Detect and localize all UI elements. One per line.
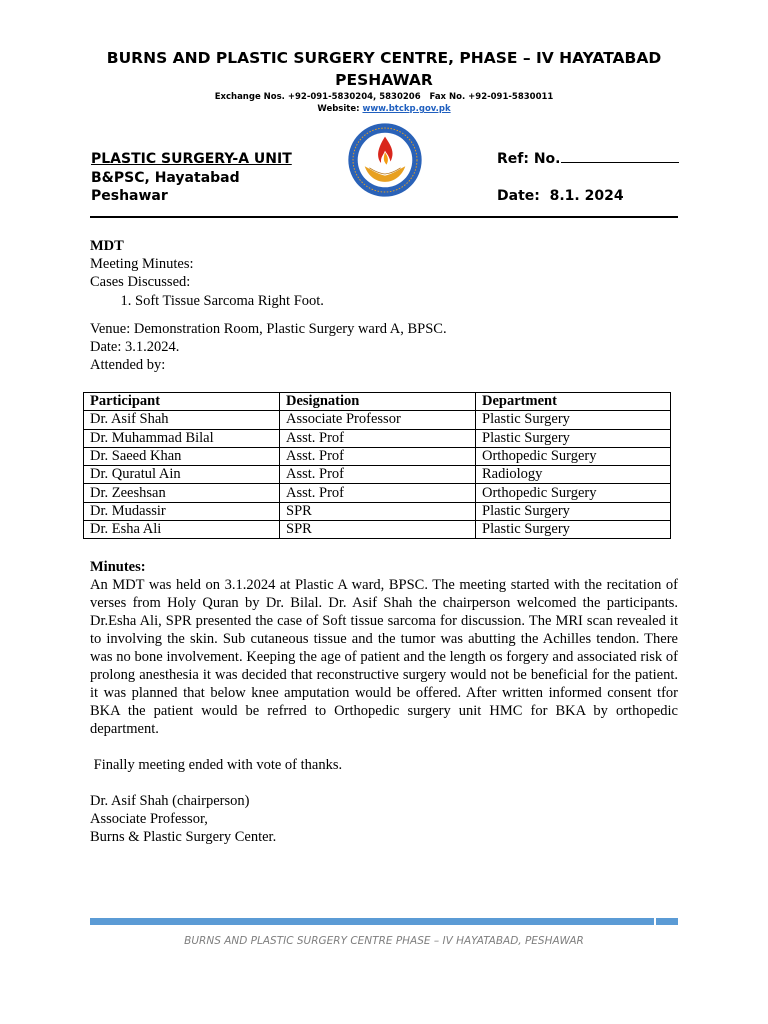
exchange-numbers: +92-091-5830204, 5830206 (287, 92, 421, 102)
header-department: Department (476, 393, 671, 411)
footer-text: BURNS AND PLASTIC SURGERY CENTRE PHASE – IV HAYATABAD, PESHAWAR (184, 935, 584, 947)
footer-bar (90, 918, 678, 925)
unit-line3: Peshawar (91, 188, 168, 204)
department-cell: Plastic Surgery (476, 411, 671, 429)
table-row (84, 484, 671, 502)
ref-label: Ref: No. (497, 151, 561, 167)
department-cell: Orthopedic Surgery (476, 484, 671, 502)
minutes-section (90, 558, 678, 846)
page-header (90, 47, 678, 115)
exchange-label: Exchange Nos. (214, 92, 285, 102)
unit-name: PLASTIC SURGERY-A UNIT (91, 151, 292, 167)
designation-cell: SPR (280, 521, 476, 539)
designation-cell: Asst. Prof (280, 466, 476, 484)
department-cell: Plastic Surgery (476, 429, 671, 447)
minutes-paragraph: An MDT was held on 3.1.2024 at Plastic A ward, BPSC. The meeting started with the recitation of verses from Holy Quran by Dr. Bilal. Dr. Asif Shah the chairperson welcomed the participants. Dr.Esha Ali, SPR presented the case of Soft tissue sarcoma for discussion. The MRI scan revealed it to involving the skin. Sub cutaneous tissue and the tumor was abutting the Achilles tendon. There was no bone involvement. Keeping the age of patient and the length os forgery and associated risk of prolong anesthesia it was decided that reconstructive surgery would not be beneficial for the patient. it was planned that below knee amputation would be offered. After written informed consent tfor BKA the patient would be refrred to Orthopedic surgery unit HMC for BKA by orthopedic department. (90, 577, 678, 737)
participant-cell: Dr. Esha Ali (84, 521, 280, 539)
signatory-institution: Burns & Plastic Surgery Center. (90, 829, 277, 845)
signatory-title: Associate Professor, (90, 811, 208, 827)
ref-number (497, 150, 679, 169)
designation-cell: Asst. Prof (280, 484, 476, 502)
reference-block (497, 150, 679, 206)
header-designation: Designation (280, 393, 476, 411)
org-title-line1: BURNS AND PLASTIC SURGERY CENTRE, PHASE – IV HAYATABAD (106, 49, 662, 67)
table-header-row (84, 393, 671, 411)
participant-cell: Dr. Saeed Khan (84, 447, 280, 465)
minutes-heading: Minutes: (90, 559, 146, 575)
designation-cell: Associate Professor (280, 411, 476, 429)
participant-cell: Dr. Zeeshsan (84, 484, 280, 502)
participant-cell: Dr. Mudassir (84, 502, 280, 520)
mdt-heading: MDT (90, 238, 124, 254)
venue: Venue: Demonstration Room, Plastic Surgery ward A, BPSC. (90, 320, 447, 337)
case-item: 1. Soft Tissue Sarcoma Right Foot. (135, 292, 678, 310)
date-value: 8.1. 2024 (549, 188, 624, 204)
department-cell: Orthopedic Surgery (476, 447, 671, 465)
fax-number: +92-091-5830011 (468, 92, 554, 102)
website-line (90, 103, 678, 115)
footer-bar-end (656, 918, 678, 925)
department-cell: Plastic Surgery (476, 521, 671, 539)
org-title-line2: PESHAWAR (335, 71, 433, 89)
header-participant: Participant (84, 393, 280, 411)
footer-bar-main (90, 918, 654, 925)
table-row (84, 521, 671, 539)
designation-cell: SPR (280, 502, 476, 520)
signatory-name: Dr. Asif Shah (chairperson) (90, 793, 250, 809)
department-cell: Plastic Surgery (476, 502, 671, 520)
participant-cell: Dr. Asif Shah (84, 411, 280, 429)
meeting-minutes-label: Meeting Minutes: (90, 256, 194, 273)
cases-list (90, 292, 678, 310)
department-cell: Radiology (476, 466, 671, 484)
designation-cell: Asst. Prof (280, 429, 476, 447)
meeting-info (90, 237, 678, 374)
letter-date (497, 187, 679, 206)
participants-table (83, 392, 671, 539)
closing-line: Finally meeting ended with vote of thanks. (90, 757, 343, 773)
fax-label: Fax No. (429, 92, 466, 102)
unit-line2: B&PSC, Hayatabad (91, 169, 240, 186)
participant-cell: Dr. Quratul Ain (84, 466, 280, 484)
designation-cell: Asst. Prof (280, 447, 476, 465)
cases-discussed-label: Cases Discussed: (90, 274, 191, 291)
header-divider (90, 216, 678, 218)
table-row (84, 466, 671, 484)
contact-numbers (90, 91, 678, 103)
attended-by-label: Attended by: (90, 357, 166, 374)
hospital-seal-logo (346, 121, 424, 199)
ref-blank (561, 150, 679, 163)
website-link[interactable]: www.btckp.gov.pk (362, 104, 451, 114)
table-row (84, 447, 671, 465)
date-label: Date: (497, 188, 540, 204)
table-row (84, 411, 671, 429)
unit-address (91, 150, 292, 206)
participant-cell: Dr. Muhammad Bilal (84, 429, 280, 447)
meeting-date: Date: 3.1.2024. (90, 339, 180, 356)
table-row (84, 429, 671, 447)
website-label: Website: (317, 104, 360, 114)
table-row (84, 502, 671, 520)
